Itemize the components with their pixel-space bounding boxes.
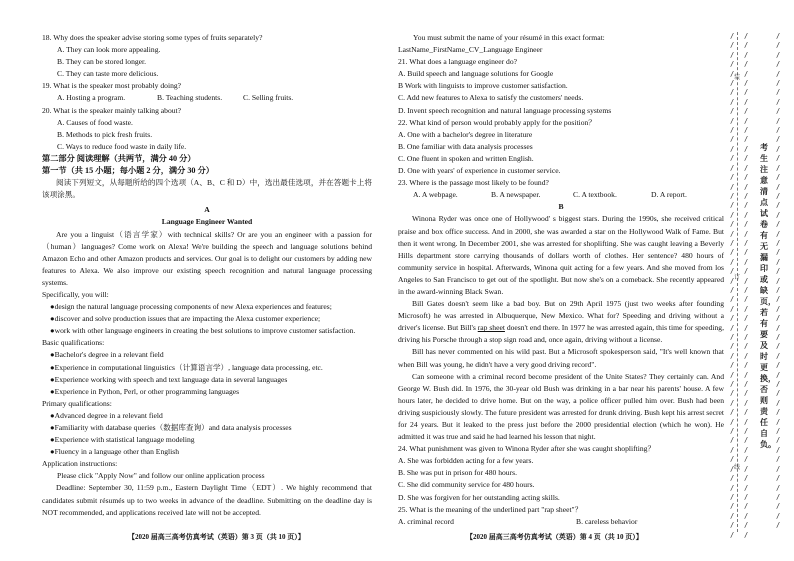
option-a: A. A webpage. (413, 190, 458, 200)
question-25 (398, 504, 724, 528)
primary-qualifications-list (42, 410, 372, 458)
option-c: C. She did community service for 480 hours. (398, 480, 535, 490)
list-item: ●Experience in Python, Perl, or other programming languages (50, 386, 240, 396)
option-c: C. One fluent in spoken and written English. (398, 153, 534, 163)
option-b: B. A newspaper. (491, 190, 541, 200)
question-18 (42, 32, 372, 80)
option-a: A. Build speech and language solutions for Google (398, 69, 554, 79)
passage-a-title: Language Engineer Wanted (161, 217, 253, 227)
resume-format: LastName_FirstName_CV_Language Engineer (398, 45, 543, 55)
list-item: ●Fluency in a language other than English (50, 447, 180, 457)
deadline-paragraph: Deadline: September 30, 11:59 p.m., Eastern Daylight Time（EDT）. We highly recommend that candidates submit résumés up to two weeks in advance of the deadline. Submitting on the deadline day is NOT recommended, and applications received late will not be accepted. (42, 483, 372, 517)
option-b: B. One familiar with data analysis processes (398, 141, 533, 151)
question-stem: 21. What does a language engineer do? (398, 57, 517, 67)
option-a: A. Causes of food waste. (57, 117, 133, 127)
list-item: ●work with other language engineers in creating the best solutions to improve customer satisfaction. (50, 326, 356, 336)
passage-b-paragraph-4: Can someone with a criminal record become president of the Unite States? They certainly can. And George W. Bush did. In 1976, the 30-year old Bush was drinking in a bar near his parents' house. A few hours later, he decided to drive home. But on the way, a police officer pulled him over. Bush had been driving suspiciously slowly. The future president was arrested for drunk driving. Bush kept his arrest secret for 24 years. But it leaked to the press just before the 2000 presidential election (which he won). He admitted it was true and said he had learned his lesson that night. (398, 371, 724, 442)
option-b: B. careless behavior (576, 516, 638, 526)
option-d: D. Invent speech recognition and natural language processing systems (398, 105, 612, 115)
application-instructions-title: Application instructions: (42, 459, 118, 469)
right-column (398, 32, 724, 528)
list-item: ●Experience with statistical language modeling (50, 435, 195, 445)
binding-margin (730, 32, 788, 539)
passage-b-paragraph-1: Winona Ryder was once one of Hollywood' s biggest stars. During the 1990s, she received critical praise and box office success. And in 2000, she was awarded a star on the Hollywood Walk of Fame. But then it went wrong. In December 2001, she was arrested for shoplifting. She was caught leaving a Beverly Hills department store carrying thousands of dollars worth of clothes. Her sentence? 480 hours of community service in hospital. Afterwards, Winona quit acting for a few years. And she moved from los Angeles to San Francisco to get out of the spotlight. But now she's on a comeback. She recently appeared in the award-winning Black Swan. (398, 214, 724, 296)
question-19 (42, 80, 372, 104)
section1-title: 第一节（共 15 小题；每小题 2 分，满分 30 分） (42, 166, 214, 176)
part2-title: 第二部分 阅读理解（共两节，满分 40 分） (42, 153, 196, 163)
option-a: A. Hosting a program. (57, 93, 126, 103)
margin-notice: 考生注意清点试卷有无漏印或缺页，若有要及时更换，否则责任自负。 (760, 143, 776, 449)
option-d: D. One with years' of experience in customer service. (398, 166, 561, 176)
option-d: D. She was forgiven for her outstanding acting skills. (398, 492, 560, 502)
option-a: A. One with a bachelor's degree in literature (398, 129, 533, 139)
option-a: A. They can look more appealing. (57, 45, 161, 55)
list-item: ●Bachelor's degree in a relevant field (50, 350, 164, 360)
option-b: B. They can be stored longer. (57, 57, 147, 67)
question-21 (398, 56, 724, 116)
option-b: B. Methods to pick fresh fruits. (57, 129, 153, 139)
question-20 (42, 105, 372, 153)
page-footer-left: 【2020 届高三高考仿真考试（英语）第 3 页（共 10 页）】 (128, 533, 305, 541)
passage-a-letter: A (204, 205, 210, 215)
specifically-label: Specifically, you will: (42, 289, 109, 299)
passage-b-letter: B (558, 202, 564, 212)
question-stem: 25. What is the meaning of the underlined part "rap sheet"？ (398, 504, 583, 514)
option-a: A. criminal record (398, 516, 454, 526)
list-item: ●discover and solve production issues that are impacting the Alexa customer experience; (50, 314, 321, 324)
apply-instruction: Please click "Apply Now" and follow our online application process (57, 471, 265, 481)
instructions: 阅读下列短文，从每题所给的四个选项（A、B、C 和 D）中，选出最佳选项，并在答题卡上将该项涂黑。 (42, 178, 372, 200)
binding-line (737, 32, 738, 532)
binding-mark: 订 (734, 274, 741, 281)
passage-b-paragraph-2: Bill Gates doesn't seem like a bad boy. But on 29th April 1975 (just two weeks after founding Microsoft) he was arrested in Albuquerque, New Mexico. What for? Speeding and driving without a driver's license. But Bill's rap sheet doesn't end there. In 1977 he was arrested again, this time for speeding, driving his Porsche through a stop sign road and, once again, driving without a license. (398, 299, 724, 345)
slash-pattern-middle: / / / / / / / / / / / / / / / / / / / / / / / / / / / / / / / / / / / / / / / / / / / / / / / / / / / / / / (744, 32, 749, 539)
left-column (42, 32, 372, 519)
option-b: B. Teaching students. (157, 93, 223, 103)
list-item: ●Familiarity with database queries（数据库查询）and data analysis processes (50, 423, 292, 432)
option-a: A. She was forbidden acting for a few years. (398, 456, 534, 466)
basic-qualifications-list (42, 349, 372, 397)
question-stem: 24. What punishment was given to Winona Ryder after she was caught shoplifting？ (398, 444, 656, 454)
page-footer-right: 【2020 届高三高考仿真考试（英语）第 4 页（共 10 页）】 (466, 533, 643, 541)
primary-qualifications-title: Primary qualifications: (42, 398, 112, 408)
option-c: C. Add new features to Alexa to satisfy the customers' needs. (398, 93, 584, 103)
question-stem: 23. Where is the passage most likely to be found? (398, 178, 549, 188)
question-23 (398, 177, 724, 201)
question-stem: 19. What is the speaker most probably doing? (42, 81, 182, 91)
list-item: ●Experience working with speech and text language data in several languages (50, 374, 288, 384)
binding-mark: 线 (734, 464, 741, 471)
option-c: C. A textbook. (573, 190, 617, 200)
question-22 (398, 117, 724, 177)
question-stem: 20. What is the speaker mainly talking about? (42, 105, 182, 115)
option-c: C. They can taste more delicious. (57, 69, 159, 79)
list-item: ●Advanced degree in a relevant field (50, 410, 163, 420)
passage-a-intro: Are you a linguist（语言学家）with technical skills? Or are you an engineer with a passion for（human）languages? Come work on Alexa! We're building the speech and language solutions behind Amazon Echo and other Amazon products and services. Our goal is to delight our customers by adding new features to Alexa. We also improve our existing speech recognition and natural language processing systems. (42, 229, 372, 287)
underlined-phrase: rap sheet (477, 323, 505, 333)
list-item: ●design the natural language processing components of new Alexa experiences and features; (50, 302, 332, 312)
option-b: B Work with linguists to improve customer satisfaction. (398, 81, 568, 91)
question-stem: 22. What kind of person would probably apply for the position？ (398, 117, 596, 127)
slash-pattern-left: / / / / / / / / / / / / / / / / / / / / / / / / / / / / / / / / / / / / / / / / / / / / / / / / / / / / / / (730, 32, 735, 539)
list-item: ●Experience in computational linguistics（计算语言学）, language data processing, etc. (50, 362, 323, 372)
question-24 (398, 443, 724, 503)
submit-note: You must submit the name of your résumé in this exact format: (413, 33, 605, 42)
slash-pattern-right: / / / / / / / / / / / / / / / / / / / / / / / / / / / / / / / / / / / / / / / / / / / / / / / / / / / / / (776, 32, 781, 530)
basic-qualifications-title: Basic qualifications: (42, 338, 105, 348)
option-d: D. A report. (651, 190, 687, 200)
duties-list (42, 301, 372, 337)
question-stem: 18. Why does the speaker advise storing some types of fruits separately? (42, 33, 263, 42)
option-c: C. Selling fruits. (243, 93, 294, 103)
option-b: B. She was put in prison for 480 hours. (398, 468, 517, 478)
option-c: C. Ways to reduce food waste in daily life. (57, 141, 187, 151)
passage-b-paragraph-3: Bill has never commented on his wild past. But a Microsoft spokesperson said, "It's well known that when Bill was young, he didn't have a very good driving record". (398, 347, 724, 369)
binding-mark: 装 (734, 74, 741, 81)
